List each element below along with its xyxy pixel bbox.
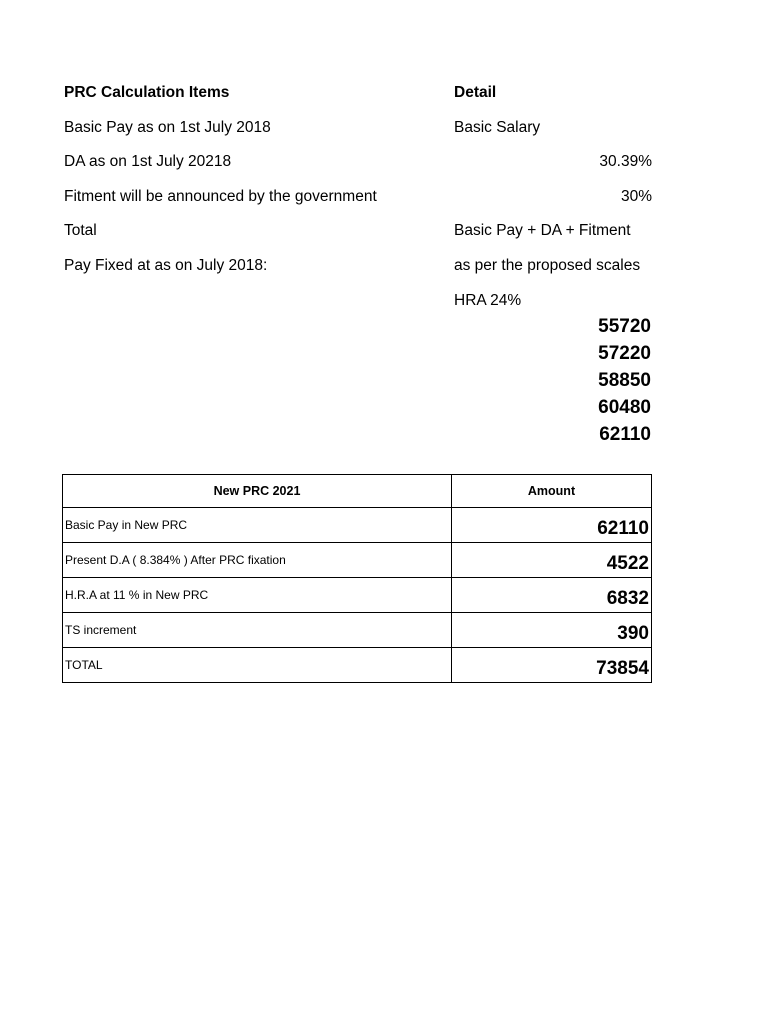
hra-label: HRA 24% [454, 292, 522, 309]
row-label: Basic Pay in New PRC [63, 508, 452, 543]
pay-scale-value: 62110 [599, 424, 651, 445]
calc-item-label: Pay Fixed at as on July 2018: [64, 257, 268, 274]
column-header-new-prc: New PRC 2021 [63, 475, 452, 508]
pay-scale-value: 55720 [598, 316, 651, 337]
row-label: Present D.A ( 8.384% ) After PRC fixation [63, 543, 452, 578]
calc-row-fitment [64, 185, 652, 209]
row-amount: 390 [452, 613, 652, 648]
calc-item-label: Fitment will be announced by the government [64, 188, 377, 205]
table-row [63, 613, 652, 648]
calc-detail-value: Basic Pay + DA + Fitment [454, 222, 631, 239]
row-label: TOTAL [63, 648, 452, 683]
calc-detail-value: 30% [620, 188, 652, 205]
calc-detail-value: as per the proposed scales [454, 257, 641, 274]
calc-item-label: Total [64, 222, 97, 239]
row-amount: 73854 [452, 648, 652, 683]
calc-item-label: DA as on 1st July 20218 [64, 153, 232, 170]
calc-row-total [64, 219, 652, 243]
table-row-total [63, 648, 652, 683]
new-prc-table [62, 474, 652, 683]
pay-scale-list [491, 313, 651, 448]
hra-row [64, 289, 652, 313]
pay-scale-value: 60480 [598, 397, 651, 418]
row-amount: 62110 [452, 508, 652, 543]
calc-detail-value: Basic Salary [454, 119, 541, 136]
pay-scale-value: 57220 [598, 343, 651, 364]
header-row [64, 81, 652, 105]
row-label: H.R.A at 11 % in New PRC [63, 578, 452, 613]
calc-row-da [64, 150, 652, 174]
table-header-row [63, 475, 652, 508]
row-label: TS increment [63, 613, 452, 648]
header-detail-label: Detail [454, 84, 497, 101]
column-header-amount: Amount [452, 475, 652, 508]
calc-item-label: Basic Pay as on 1st July 2018 [64, 119, 271, 136]
calc-detail-value: 30.39% [599, 153, 652, 170]
header-items-label: PRC Calculation Items [64, 84, 230, 101]
row-amount: 4522 [452, 543, 652, 578]
calc-row-basic-pay [64, 116, 652, 140]
table-row [63, 578, 652, 613]
table-row [63, 543, 652, 578]
row-amount: 6832 [452, 578, 652, 613]
pay-scale-value: 58850 [598, 370, 651, 391]
calc-row-pay-fixed [64, 254, 652, 278]
table-row [63, 508, 652, 543]
